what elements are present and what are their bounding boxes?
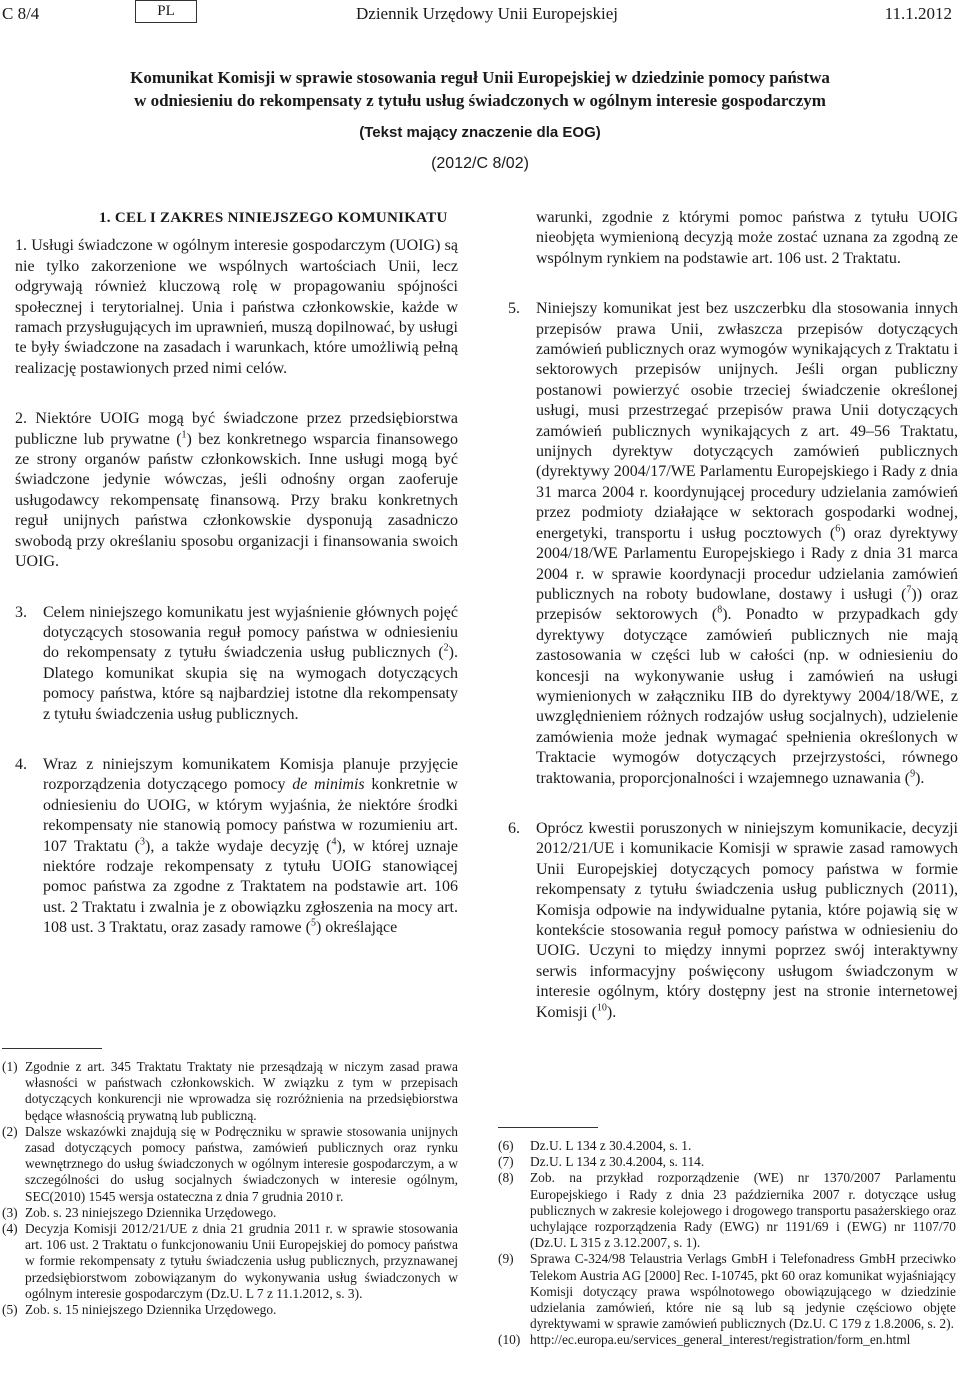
page-header: [0, 0, 960, 28]
issue-date: 11.1.2012: [884, 4, 952, 23]
left-column: [15, 208, 458, 939]
footnote-link[interactable]: http://ec.europa.eu/services_general_interest/registration/form_en.html: [530, 1332, 911, 1348]
journal-name: Dziennik Urzędowy Unii Europejskiej: [356, 4, 619, 23]
paragraph-2: 2. Niektóre UOIG mogą być świadczone przez przedsiębiorstwa publiczne lub prywatne ($^1$) bez konkretnego wsparcia finansowego ze strony organów państw członkowskich. Inne usługi mogą być świadczone jedynie wówczas, jeśli odnośny organ zaoferuje usługodawcy rekompensatę finansową. Przy braku konkretnych reguł unijnych państwa członkowskie dysponują zasadniczo swobodą przy określaniu sposobu organizacji i finansowania swoich UOIG.: [15, 410, 459, 571]
footnote-3: (3) Zob. s. 23 niniejszego Dziennika Urzędowego.: [2, 1204, 277, 1220]
footnote-9: (9) Sprawa C-324/98 Telaustria Verlags GmbH i Telefonadress GmbH przeciwko Telekom Austria AG [2000] Rec. I-10745, pkt 60 oraz komunikat wyjaśniający Komisji dotyczący prawa wspólnotowego obowiązującego w dziedzinie udzielania zamówień, które nie są lub są jedynie częściowo objęte dyrektywami w sprawie zamówień publicznych (Dz.U. C 179 z 1.8.2006, s. 2).: [498, 1251, 956, 1332]
paragraph-5: 5. Niniejszy komunikat jest bez uszczerbku dla stosowania innych przepisów prawa Unii, zwłaszcza przepisów dotyczących zamówień publicznych oraz wymogów wynikających z Traktatu i sektorowych przepisów unijnych. Jeśli organ publiczny postanowi powierzyć osobie trzeciej świadczenie określonej usługi, musi przestrzegać przepisów prawa Unii dotyczących zamówień publicznych wynikających z art. 49–56 Traktatu, unijnych dyrektyw dotyczących zamówień publicznych (dyrektywy 2004/17/WE Parlamentu Europejskiego i Rady z dnia 31 marca 2004 r. koordynującej procedury udzielania zamówień przez podmioty działające w sektorach gospodarki wodnej, energetyki, transportu i usług pocztowych ($^6$) oraz dyrektywy 2004/18/WE Parlamentu Europejskiego i Rady z dnia 31 marca 2004 r. w sprawie koordynacji procedur udzielania zamówień publicznych na roboty budowlane, dostawy i usługi ($^7$)) oraz przepisów sektorowych ($^8$). Ponadto w przypadkach gdy dyrektywy dotyczące zamówień publicznych nie mają zastosowania w części lub w całości (np. w odniesieniu do koncesji na wykonywanie usług i zamówień na usługi wymienionych w załączniku IIB do dyrektywy 2004/18/WE, z uwzględnieniem różnych rodzajów usług socjalnych), udzielenie zamówienia może jednak wymagać spełnienia określonych w Traktacie wymogów dotyczących przejrzystości, równego traktowania, proporcjonalności i wzajemnego uznawania ($^9$).: [508, 299, 958, 789]
footnote-ref[interactable]: 2: [443, 642, 449, 654]
eea-relevance-note: (Tekst mający znaczenie dla EOG): [359, 124, 601, 141]
paragraph-number: 4.: [15, 755, 27, 773]
footnote-ref[interactable]: 9: [910, 768, 916, 780]
footnote-divider: [498, 1127, 598, 1128]
footnote-ref[interactable]: 5: [310, 917, 316, 929]
paragraph-1: 1. Usługi świadczone w ogólnym interesie gospodarczym (UOIG) są nie tylko zakorzenione we wspólnych wartościach Unii, lecz odgrywają również kluczową rolę w propagowaniu spójności społecznej i terytorialnej. Unia i państwa członkowskie, każde w ramach przysługujących im uprawnień, muszą dopilnować, by usługi te były świadczone na zasadach i warunkach, które umożliwią pełną realizację postawionych przed nimi celów.: [15, 237, 458, 377]
paragraph-3: 3. Celem niniejszego komunikatu jest wyjaśnienie głównych pojęć dotyczących stosowania reguł pomocy państwa w odniesieniu do rekompensaty z tytułu świadczenia usług publicznych ($^2$). Dlatego komunikat skupia się na wymogach dotyczących pomocy państwa, które są najbardziej istotne dla rekompensaty z tytułu świadczenia usług publicznych.: [15, 603, 458, 725]
footnote-10: (10) http://ec.europa.eu/services_general_interest/registration/form_en.html: [498, 1332, 956, 1348]
paragraph-6: 6. Oprócz kwestii poruszonych w niniejszym komunikacie, decyzji 2012/21/UE i komunikacie Komisji w sprawie zasad ramowych Unii Europejskiej dotyczących pomocy państwa w formie rekompensaty z tytułu świadczenia usług publicznych (2011), Komisja odpowie na indywidualne pytania, które pojawią się w kontekście stosowania reguł pomocy państwa w odniesieniu do UOIG. Uczyni to między innymi poprzez swój interaktywny serwis informacyjny poświęcony usługom świadczonym w interesie ogólnym, który dostępny jest na stronie internetowej Komisji ($^{10}$).: [508, 819, 958, 1023]
paragraph-number: 3.: [15, 603, 27, 621]
footnote-6: (6) Dz.U. L 134 z 30.4.2004, s. 1.: [498, 1138, 692, 1153]
page-number: C 8/4: [2, 4, 40, 23]
footnote-ref[interactable]: 8: [717, 604, 723, 616]
footnotes-right: [498, 1127, 956, 1349]
footnote-ref[interactable]: 7: [906, 584, 912, 596]
footnote-ref[interactable]: 6: [835, 523, 841, 535]
language-badge: PL: [135, 0, 197, 23]
footnote-4: (4) Decyzja Komisji 2012/21/UE z dnia 21 grudnia 2011 r. w sprawie stosowania art. 106 ust. 2 Traktatu o funkcjonowaniu Unii Europejskiej do pomocy państwa w formie rekompensaty z tytułu świadczenia usług publicznych, przyznawanej przedsiębiorstwom zobowiązanym do wykonywania usług świadczonych w ogólnym interesie gospodarczym (Dz.U. L 7 z 11.1.2012, s. 3).: [2, 1221, 458, 1301]
title-line-2: w odniesieniu do rekompensaty z tytułu usług świadczonych w ogólnym interesie gospodarczym: [134, 91, 826, 110]
footnote-2: (2) Dalsze wskazówki znajdują się w Podręczniku w sprawie stosowania unijnych zasad dotyczących pomocy państwa, zamówień publicznych oraz rynku wewnętrznego do usług świadczonych w ogólnym interesie gospodarczym, a w szczególności do usług socjalnych świadczonych w interesie ogólnym, SEC(2010) 1545 wersja ostateczna z dnia 7 grudnia 2010 r.: [2, 1123, 458, 1204]
footnote-divider: [2, 1048, 102, 1049]
footnote-ref[interactable]: 3: [140, 836, 146, 848]
footnotes-left: [2, 1048, 458, 1318]
footnote-5: (5) Zob. s. 15 niniejszego Dziennika Urzędowego.: [2, 1302, 277, 1318]
footnote-1: (1) Zgodnie z art. 345 Traktatu Traktaty nie przesądzają w niczym zasad prawa własności w państwach członkowskich. W związku z tym w przepisach dotyczących konkurencji nie wprowadza się rozróżnienia na przedsiębiorstwa będące własnością prywatną lub publiczną.: [2, 1059, 458, 1123]
footnote-8: (8) Zob. na przykład rozporządzenie (WE) nr 1370/2007 Parlamentu Europejskiego i Rady z dnia 23 października 2007 r. dotyczące usług publicznych w zakresie kolejowego i drogowego transportu pasażerskiego oraz uchylające rozporządzenia Rady (EWG) nr 1191/69 i (EWG) nr 1107/70 (Dz.U. L 315 z 3.12.2007, s. 1).: [498, 1170, 956, 1251]
title-line-1: Komunikat Komisji w sprawie stosowania reguł Unii Europejskiej w dziedzinie pomocy państwa: [130, 68, 830, 87]
paragraph-number: 6.: [508, 819, 520, 837]
paragraph-4: 4. Wraz z niniejszym komunikatem Komisja planuje przyjęcie rozporządzenia dotyczącego pomocy de minimis konkretnie w odniesieniu do UOIG, w którym wyjaśnia, że niektóre środki rekompensaty nie stanowią pomocy państwa w rozumieniu art. 107 Traktatu ($^3$), a także wydaje decyzję ($^4$), w której uznaje niektóre rodzaje rekompensaty z tytułu UOIG stanowiącej pomoc państwa za zgodne z Traktatem na podstawie art. 106 ust. 2 Traktatu i zwalnia je z obowiązku zgłoszenia na mocy art. 108 ust. 3 Traktatu, oraz zasady ramowe ($^5$) określające: [15, 755, 458, 939]
paragraph-4-continued: warunki, zgodnie z którymi pomoc państwa z tytułu UOIG nieobjęta wymienioną decyzją może zostać uznana za zgodną ze wspólnym rynkiem na podstawie art. 106 ust. 2 Traktatu.: [536, 209, 958, 267]
paragraph-number: 5.: [508, 300, 520, 318]
document-title: [60, 66, 900, 112]
footnote-7: (7) Dz.U. L 134 z 30.4.2004, s. 114.: [498, 1154, 705, 1170]
footnote-ref[interactable]: 10: [596, 1002, 607, 1014]
italic-term: de minimis: [292, 776, 365, 794]
document-reference: (2012/C 8/02): [431, 155, 529, 172]
footnote-ref[interactable]: 1: [181, 429, 187, 441]
footnote-ref[interactable]: 4: [331, 836, 337, 848]
right-column: [508, 208, 958, 1023]
section-heading: 1. CEL I ZAKRES NINIEJSZEGO KOMUNIKATU: [99, 210, 448, 226]
